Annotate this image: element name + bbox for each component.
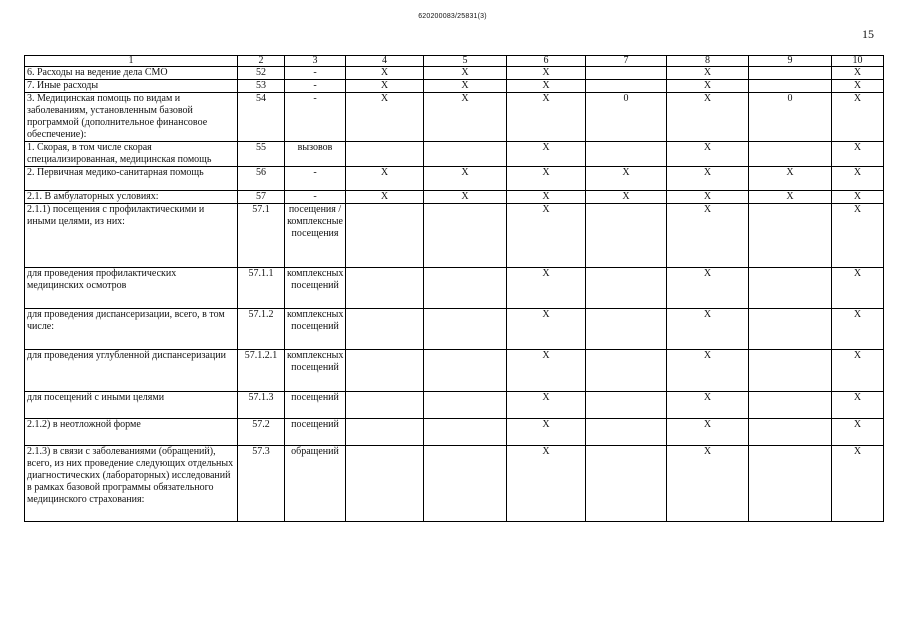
value-cell [586, 446, 667, 522]
row-code: 57.1.3 [238, 392, 285, 419]
column-header: 10 [832, 56, 884, 67]
value-cell [586, 419, 667, 446]
row-label: 2.1.3) в связи с заболеваниями (обращений), всего, из них проведение следующих отдельных диагностических (лабораторных) исследований в рамках базовой программы обязательного медицинского страхования: [25, 446, 238, 522]
unit-cell: - [285, 191, 346, 204]
value-cell [749, 204, 832, 268]
row-code: 56 [238, 167, 285, 191]
table-row [25, 204, 884, 268]
value-cell: X [667, 392, 749, 419]
value-cell: X [507, 167, 586, 191]
value-cell [586, 268, 667, 309]
value-cell [346, 142, 424, 167]
table-row [25, 93, 884, 142]
value-cell: X [507, 67, 586, 80]
value-cell: X [832, 191, 884, 204]
value-cell [346, 350, 424, 392]
row-code: 57 [238, 191, 285, 204]
value-cell [586, 80, 667, 93]
value-cell: X [667, 350, 749, 392]
column-header: 7 [586, 56, 667, 67]
table-row [25, 350, 884, 392]
row-code: 54 [238, 93, 285, 142]
value-cell: X [749, 191, 832, 204]
unit-cell: - [285, 80, 346, 93]
unit-cell: - [285, 93, 346, 142]
value-cell [749, 67, 832, 80]
unit-cell: обращений [285, 446, 346, 522]
unit-cell: посещений [285, 392, 346, 419]
value-cell: X [667, 419, 749, 446]
value-cell [749, 268, 832, 309]
value-cell: X [507, 93, 586, 142]
row-code: 57.3 [238, 446, 285, 522]
row-label: 1. Скорая, в том числе скорая специализированная, медицинская помощь [25, 142, 238, 167]
column-header: 9 [749, 56, 832, 67]
value-cell: X [507, 350, 586, 392]
table-row [25, 191, 884, 204]
unit-cell: комплексных посещений [285, 350, 346, 392]
value-cell [749, 392, 832, 419]
value-cell [749, 350, 832, 392]
value-cell [586, 204, 667, 268]
row-code: 55 [238, 142, 285, 167]
table-row [25, 392, 884, 419]
value-cell: X [667, 80, 749, 93]
value-cell [586, 392, 667, 419]
value-cell [424, 392, 507, 419]
value-cell: X [507, 268, 586, 309]
value-cell [346, 392, 424, 419]
value-cell [424, 142, 507, 167]
value-cell: X [667, 142, 749, 167]
unit-cell: вызовов [285, 142, 346, 167]
value-cell: X [832, 80, 884, 93]
value-cell: 0 [749, 93, 832, 142]
row-code: 57.1.1 [238, 268, 285, 309]
unit-cell: - [285, 67, 346, 80]
value-cell: X [832, 204, 884, 268]
value-cell [749, 80, 832, 93]
table-row [25, 446, 884, 522]
row-code: 52 [238, 67, 285, 80]
value-cell: X [424, 191, 507, 204]
value-cell: X [667, 204, 749, 268]
value-cell: X [832, 446, 884, 522]
value-cell: X [507, 392, 586, 419]
value-cell [749, 142, 832, 167]
value-cell [424, 309, 507, 350]
value-cell: X [667, 93, 749, 142]
value-cell: X [346, 93, 424, 142]
table-row [25, 268, 884, 309]
value-cell [424, 268, 507, 309]
value-cell: X [346, 191, 424, 204]
value-cell: X [507, 309, 586, 350]
value-cell: X [424, 67, 507, 80]
value-cell: X [832, 142, 884, 167]
row-label: для посещений с иными целями [25, 392, 238, 419]
value-cell: 0 [586, 93, 667, 142]
value-cell: X [507, 204, 586, 268]
value-cell: X [346, 67, 424, 80]
table-row [25, 142, 884, 167]
table-row [25, 309, 884, 350]
value-cell: X [832, 268, 884, 309]
value-cell: X [507, 419, 586, 446]
value-cell [749, 446, 832, 522]
value-cell: X [832, 419, 884, 446]
column-header: 6 [507, 56, 586, 67]
value-cell [586, 309, 667, 350]
value-cell [346, 419, 424, 446]
value-cell [424, 419, 507, 446]
row-label: для проведения углубленной диспансеризации [25, 350, 238, 392]
value-cell: X [424, 167, 507, 191]
value-cell: X [832, 350, 884, 392]
value-cell: X [667, 446, 749, 522]
row-code: 57.1 [238, 204, 285, 268]
row-code: 57.1.2.1 [238, 350, 285, 392]
row-label: 7. Иные расходы [25, 80, 238, 93]
value-cell [346, 268, 424, 309]
value-cell: X [667, 67, 749, 80]
value-cell: X [832, 67, 884, 80]
column-header: 8 [667, 56, 749, 67]
row-label: 2.1. В амбулаторных условиях: [25, 191, 238, 204]
value-cell [346, 446, 424, 522]
header-row [25, 56, 884, 67]
value-cell: X [507, 142, 586, 167]
page-number: 15 [862, 27, 874, 41]
value-cell: X [667, 191, 749, 204]
row-label: 6. Расходы на ведение дела СМО [25, 67, 238, 80]
value-cell: X [832, 392, 884, 419]
row-code: 53 [238, 80, 285, 93]
financing-table [24, 55, 884, 522]
value-cell [424, 350, 507, 392]
table-row [25, 67, 884, 80]
value-cell: X [507, 191, 586, 204]
row-label: для проведения диспансеризации, всего, в том числе: [25, 309, 238, 350]
value-cell: X [507, 446, 586, 522]
row-label: 2. Первичная медико-санитарная помощь [25, 167, 238, 191]
value-cell [749, 419, 832, 446]
value-cell [586, 350, 667, 392]
row-label: 2.1.1) посещения с профилактическими и иными целями, из них: [25, 204, 238, 268]
row-code: 57.1.2 [238, 309, 285, 350]
value-cell: X [832, 309, 884, 350]
document-code: 620200083/25831(3) [418, 13, 487, 20]
value-cell: X [346, 80, 424, 93]
column-header: 5 [424, 56, 507, 67]
table-row [25, 167, 884, 191]
value-cell: X [832, 93, 884, 142]
row-label: 2.1.2) в неотложной форме [25, 419, 238, 446]
column-header: 2 [238, 56, 285, 67]
value-cell: X [586, 191, 667, 204]
value-cell [346, 309, 424, 350]
value-cell [586, 142, 667, 167]
value-cell [346, 204, 424, 268]
unit-cell: - [285, 167, 346, 191]
value-cell: X [667, 167, 749, 191]
value-cell [424, 204, 507, 268]
value-cell [749, 309, 832, 350]
value-cell: X [586, 167, 667, 191]
column-header: 4 [346, 56, 424, 67]
unit-cell: комплексных посещений [285, 268, 346, 309]
row-code: 57.2 [238, 419, 285, 446]
value-cell: X [832, 167, 884, 191]
value-cell [586, 67, 667, 80]
table-row [25, 419, 884, 446]
column-header: 3 [285, 56, 346, 67]
row-label: 3. Медицинская помощь по видам и заболеваниям, установленным базовой программой (дополнительное финансовое обеспечение): [25, 93, 238, 142]
value-cell: X [507, 80, 586, 93]
row-label: для проведения профилактических медицинских осмотров [25, 268, 238, 309]
value-cell: X [749, 167, 832, 191]
unit-cell: посещения / комплексные посещения [285, 204, 346, 268]
unit-cell: комплексных посещений [285, 309, 346, 350]
value-cell: X [667, 268, 749, 309]
value-cell: X [667, 309, 749, 350]
table-row [25, 80, 884, 93]
value-cell [424, 446, 507, 522]
value-cell: X [346, 167, 424, 191]
column-header: 1 [25, 56, 238, 67]
value-cell: X [424, 93, 507, 142]
value-cell: X [424, 80, 507, 93]
unit-cell: посещений [285, 419, 346, 446]
